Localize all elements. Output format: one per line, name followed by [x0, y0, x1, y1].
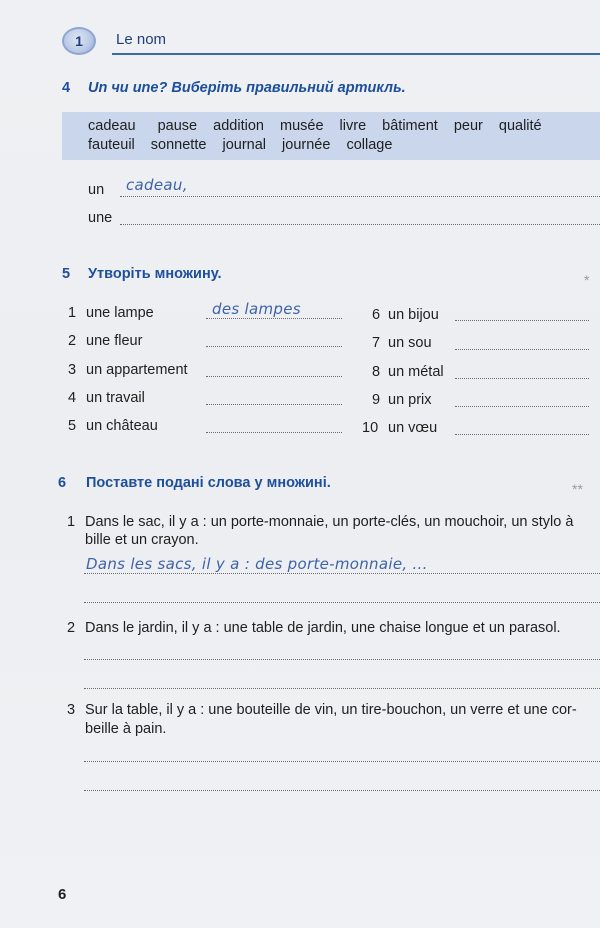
item-word: une lampe [86, 305, 154, 321]
exercise-5-number: 5 [62, 266, 71, 282]
page-number: 6 [58, 886, 67, 903]
exercise-6-title: Поставте подані слова у множині. [86, 475, 331, 491]
item-answer-line[interactable] [455, 434, 589, 435]
item-answer-line[interactable] [206, 376, 342, 377]
word-bank-word: journal [222, 137, 266, 153]
item-answer[interactable]: des lampes [212, 300, 301, 318]
word-bank-word: sonnette [150, 137, 207, 153]
word-bank-word: livre [339, 118, 367, 134]
word-bank-word: collage [346, 137, 393, 153]
item-word: un appartement [86, 362, 188, 378]
item-answer-line[interactable] [206, 432, 342, 433]
item-word: un travail [86, 390, 145, 406]
word-bank-word: journée [282, 137, 331, 153]
answer-line-un[interactable] [120, 196, 600, 197]
item-number: 6 [372, 307, 381, 323]
chapter-number-badge [62, 27, 96, 55]
difficulty-stars-icon: ** [572, 481, 583, 497]
exercise-5-title: Утворіть множину. [88, 266, 222, 282]
answer-line[interactable] [84, 790, 600, 791]
item-word: un château [86, 418, 158, 434]
sentence-number: 3 [67, 702, 76, 718]
item-word: un bijou [388, 307, 439, 323]
word-bank-word: qualité [498, 118, 542, 134]
sentence-text: Dans le sac, il y a : un porte-monnaie, un porte-clés, un mouchoir, un stylo à [85, 514, 574, 530]
answer-un[interactable]: cadeau, [126, 176, 188, 194]
item-word: un vœu [388, 420, 438, 436]
item-answer-line[interactable] [455, 320, 589, 321]
header-rule [112, 53, 600, 55]
word-bank-word: musée [279, 118, 324, 134]
sentence-text-continued: beille à pain. [85, 721, 167, 737]
sentence-text: Dans le jardin, il y a : une table de jardin, une chaise longue et un parasol. [85, 620, 561, 636]
exercise-4-title: Un чи une? Виберіть правильний артикль. [88, 80, 406, 96]
word-bank-word: bâtiment [382, 118, 438, 134]
word-bank-word: cadeau [88, 118, 136, 134]
item-number: 10 [362, 420, 379, 436]
item-number: 4 [68, 390, 77, 406]
answer-line[interactable] [84, 688, 600, 689]
chapter-title: Le nom [116, 31, 167, 48]
exercise-6-number: 6 [58, 475, 67, 491]
answer-line-une[interactable] [120, 224, 600, 225]
item-answer-line[interactable] [206, 404, 342, 405]
word-bank-word: fauteuil [88, 137, 135, 153]
word-bank-word: addition [213, 118, 264, 134]
word-bank-word: pause [157, 118, 198, 134]
item-number: 2 [68, 333, 77, 349]
item-answer-line[interactable] [206, 318, 342, 319]
item-word: un métal [388, 364, 444, 380]
sentence-number: 2 [67, 620, 76, 636]
item-word: une fleur [86, 333, 143, 349]
chapter-number: 1 [75, 33, 83, 49]
item-word: un prix [388, 392, 432, 408]
item-answer-line[interactable] [206, 346, 342, 347]
item-word: un sou [388, 335, 432, 351]
answer-line[interactable] [84, 602, 600, 603]
item-number: 8 [372, 364, 381, 380]
word-bank-row-1 [88, 118, 554, 134]
item-number: 3 [68, 362, 77, 378]
sentence-number: 1 [67, 514, 76, 530]
item-answer-line[interactable] [455, 378, 589, 379]
item-answer-line[interactable] [455, 406, 589, 407]
item-number: 9 [372, 392, 381, 408]
exercise-4-number: 4 [62, 80, 71, 96]
sentence-text-continued: bille et un crayon. [85, 532, 199, 548]
item-number: 1 [68, 305, 77, 321]
answer-line[interactable] [84, 659, 600, 660]
article-label-une: une [88, 210, 113, 226]
article-label-un: un [88, 182, 105, 198]
sentence-text: Sur la table, il y a : une bouteille de vin, un tire-bouchon, un verre et une cor- [85, 702, 577, 718]
difficulty-star-icon: * [584, 272, 590, 288]
answer-line[interactable] [84, 761, 600, 762]
item-number: 5 [68, 418, 77, 434]
word-bank-row-2 [88, 137, 404, 153]
word-bank-word: peur [453, 118, 483, 134]
item-answer-line[interactable] [455, 349, 589, 350]
item-number: 7 [372, 335, 381, 351]
sentence-answer[interactable]: Dans les sacs, il y a : des porte-monnaie, ... [86, 555, 428, 573]
answer-line[interactable] [84, 573, 600, 574]
